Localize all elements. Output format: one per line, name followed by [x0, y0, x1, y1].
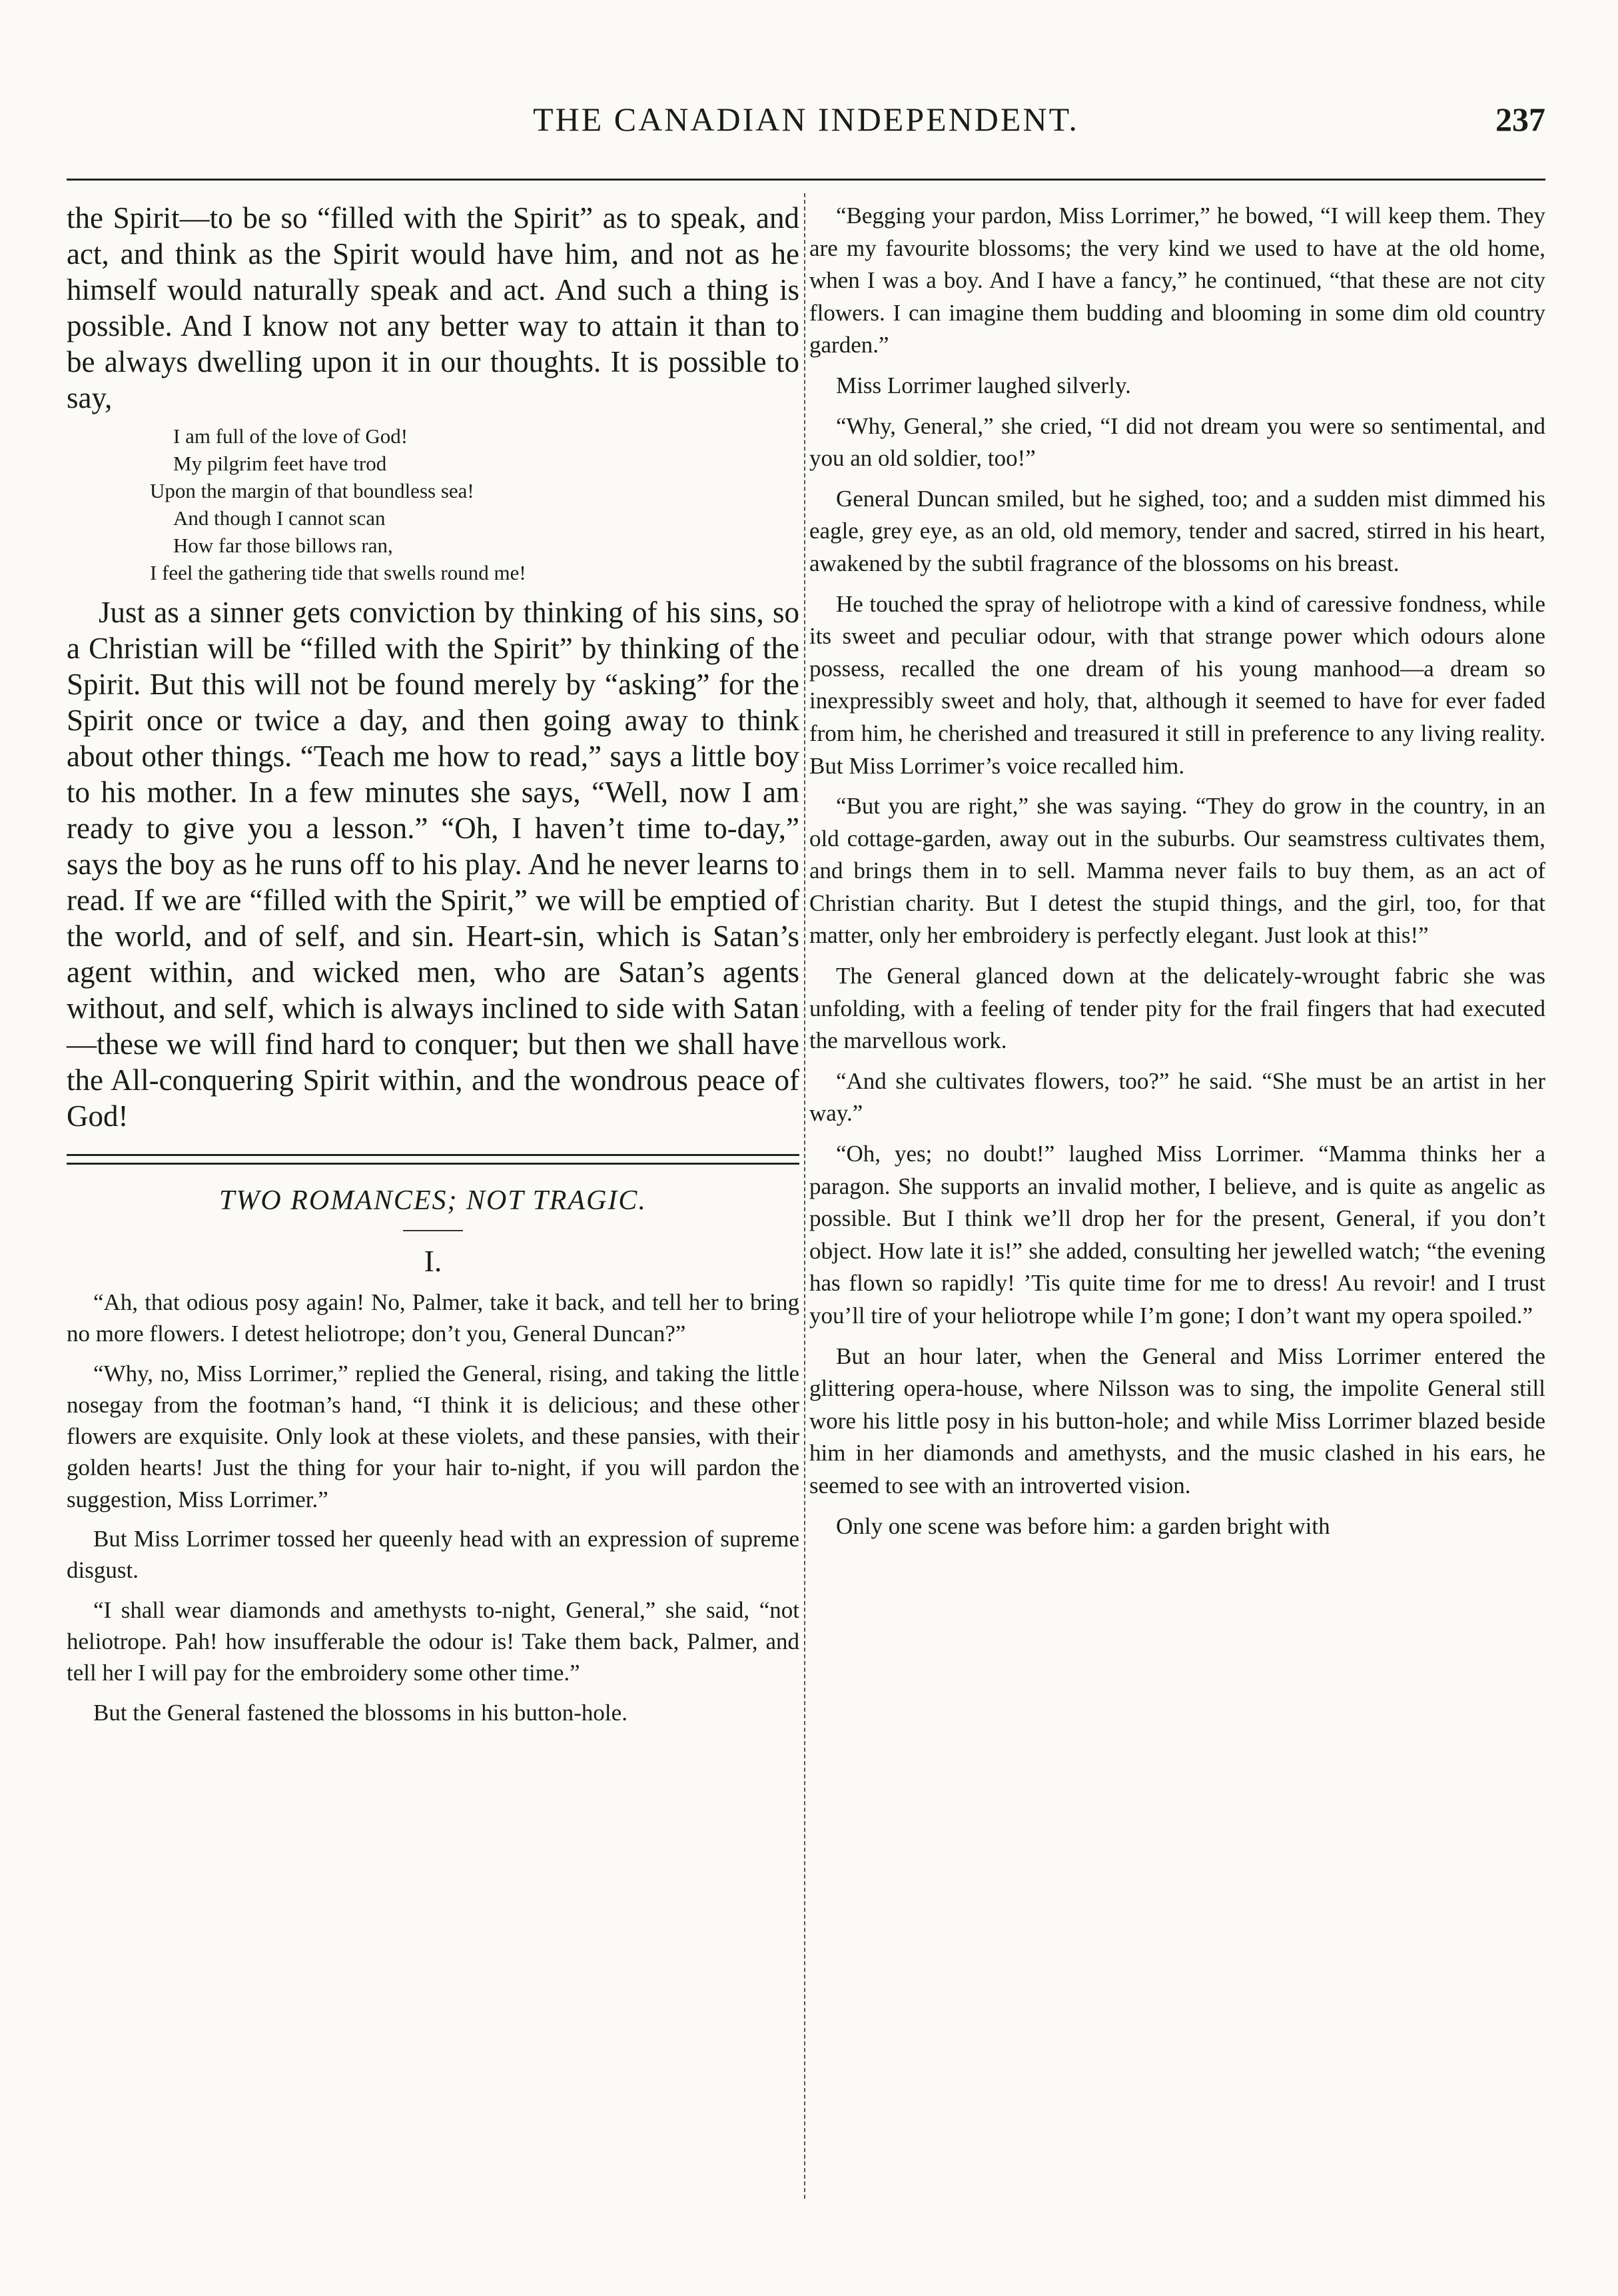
section-numeral: I.	[424, 1244, 442, 1278]
poem-line-6: I feel the gathering tide that swells round me!	[150, 561, 526, 584]
story-paragraph: “And she cultivates flowers, too?” he said. “She must be an artist in her way.”	[809, 1067, 1545, 1127]
story-paragraph: “Oh, yes; no doubt!” laughed Miss Lorrimer. “Mamma thinks her a paragon. She supports an invalid mother, I believe, and is quite as angelic as possible. But I think we’ll drop her for the present, General, if you don’t object. How late it is!” she added, consulting her jewelled watch; “the evening has flown so rapidly! ’Tis quite time for me to dress! Au revoir! and I trust you’ll tire of your heliotrope while I’m gone; I don’t want my opera spoiled.”	[809, 1141, 1545, 1329]
story-paragraph: General Duncan smiled, but he sighed, too; and a sudden mist dimmed his eagle, grey eye, as an old, old memory, tender and sacred, stirred in his heart, awakened by the subtil fragrance of the blossoms on his breast.	[809, 485, 1545, 576]
story-paragraph: Only one scene was before him: a garden bright with	[836, 1512, 1330, 1539]
story-title: TWO ROMANCES; NOT TRAGIC.	[219, 1185, 647, 1216]
poem-line-5: How far those billows ran,	[173, 534, 393, 557]
header-rule	[67, 179, 1545, 181]
page-number: 237	[1495, 101, 1545, 138]
story-section	[67, 1287, 799, 1728]
story-paragraph: He touched the spray of heliotrope with a kind of caressive fondness, while its sweet and peculiar odour, with that strange power which odours alone possess, recalled the one dream of his young manhood—a dream so inexpressibly sweet and holy, that, although it seemed to have for ever faded from him, he cherished and treasured it still in preference to any living reality. But Miss Lorrimer’s voice recalled him.	[809, 590, 1545, 779]
essay-section	[67, 200, 799, 1134]
story-paragraph: “Ah, that odious posy again! No, Palmer, take it back, and tell her to bring no more flowers. I detest heliotrope; don’t you, General Duncan?”	[67, 1289, 799, 1347]
left-column	[67, 200, 799, 1728]
story-paragraph: But an hour later, when the General and Miss Lorrimer entered the glittering opera-house, where Nilsson was to sing, the impolite General still wore his little posy in his button-hole; and while Miss Lorrimer blazed beside him in her diamonds and amethysts, and the music clashed in his ears, he seemed to see with an introverted vision.	[809, 1343, 1545, 1498]
story-paragraph: “Begging your pardon, Miss Lorrimer,” he bowed, “I will keep them. They are my favourite blossoms; the very kind we used to have at the old home, when I was a boy. And I have a fancy,” he continued, “that these are not city flowers. I can imagine them budding and blooming in some dim old country garden.”	[809, 203, 1545, 358]
essay-paragraph-2: Just as a sinner gets conviction by thinking of his sins, so a Christian will be “filled with the Spirit” by thinking of the Spirit. But this will not be found merely by “asking” for the Spirit once or twice a day, and then going away to think about other things. “Teach me how to read,” says a little boy to his mother. In a few minutes she says, “Well, now I am ready to give you a lesson.” “Oh, I haven’t time to-day,” says the boy as he runs off to his play. And he never learns to read. If we are “filled with the Spirit,” we will be emptied of the world, and of self, and sin. Heart-sin, which is Satan’s agent within, and wicked men, who are Satan’s agents without, and self, which is always inclined to side with Satan—these we will find hard to conquer; but then we shall have the All-conquering Spirit within, and the wondrous peace of God!	[67, 596, 799, 1133]
title-separator	[403, 1230, 463, 1231]
section-double-rule	[67, 1154, 799, 1165]
story-paragraph: “Why, General,” she cried, “I did not dream you were so sentimental, and you an old soldier, too!”	[809, 412, 1545, 472]
story-paragraph: The General glanced down at the delicately-wrought fabric she was unfolding, with a feeling of tender pity for the frail fingers that had executed the marvellous work.	[809, 963, 1545, 1054]
right-column	[809, 200, 1545, 1542]
story-paragraph: But Miss Lorrimer tossed her queenly head with an expression of supreme disgust.	[67, 1526, 799, 1584]
page-header	[67, 100, 1545, 153]
poem-line-3: Upon the margin of that boundless sea!	[150, 479, 474, 502]
essay-paragraph-1: the Spirit—to be so “filled with the Spirit” as to speak, and act, and think as the Spirit would have him, and not as he himself would naturally speak and act. And such a thing is possible. And I know not any better way to attain it than to be always dwelling upon it in our thoughts. It is possible to say,	[67, 201, 799, 414]
story-paragraph: But the General fastened the blossoms in his button-hole.	[93, 1699, 627, 1726]
poem-line-4: And though I cannot scan	[173, 506, 386, 530]
publication-title: THE CANADIAN INDEPENDENT.	[533, 101, 1079, 138]
poem	[67, 422, 799, 586]
poem-line-2: My pilgrim feet have trod	[173, 452, 387, 475]
column-divider	[804, 193, 805, 2199]
poem-line-1: I am full of the love of God!	[173, 424, 408, 448]
story-paragraph: “But you are right,” she was saying. “They do grow in the country, in an old cottage-garden, away out in the suburbs. Our seamstress cultivates them, and brings them in to sell. Mamma never fails to buy them, as an act of Christian charity. But I detest the stupid things, and the girl, too, for that matter, only her embroidery is perfectly elegant. Just look at this!”	[809, 793, 1545, 949]
story-paragraph: “I shall wear diamonds and amethysts to-night, General,” she said, “not heliotrope. Pah! how insufferable the odour is! Take them back, Palmer, and tell her I will pay for the embroidery some other time.”	[67, 1596, 799, 1686]
story-paragraph: Miss Lorrimer laughed silverly.	[836, 372, 1131, 398]
story-paragraph: “Why, no, Miss Lorrimer,” replied the General, rising, and taking the little nosegay from the footman’s hand, “I think it is delicious; and these other flowers are exquisite. Only look at these violets, and these pansies, with their golden hearts! Just the thing for your hair to-night, if you will pardon the suggestion, Miss Lorrimer.”	[67, 1360, 799, 1512]
